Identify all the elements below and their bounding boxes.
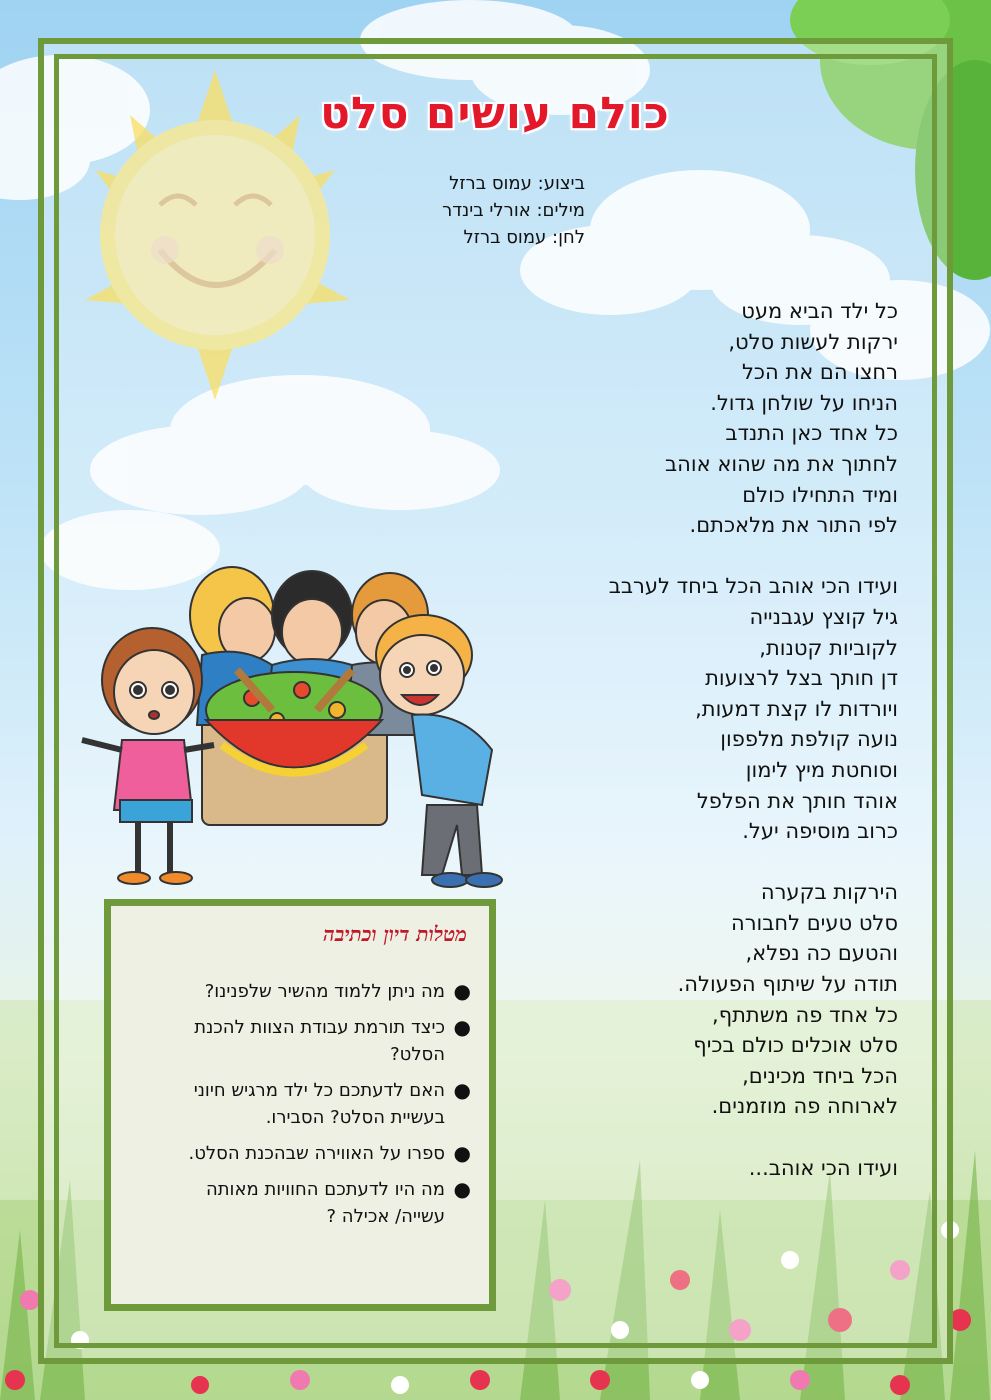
lyric-line: לארוחה פה מוזמנים. <box>711 1094 898 1119</box>
kids-salad-illustration <box>72 560 532 900</box>
question-text: ספרו על האווירה שבהכנת הסלט. <box>188 1143 445 1164</box>
question-text: מה ניתן ללמוד מהשיר שלפנינו? <box>204 981 445 1002</box>
lyric-line: רחצו הם את הכל <box>741 360 898 385</box>
lyric-line: דן חותך בצל לרצועות <box>705 666 898 691</box>
verse-2 <box>520 571 898 846</box>
lyric-line: כל אחד פה משתתף, <box>712 1002 898 1027</box>
question-text: כיצד תורמת עבודת הצוות להכנת <box>194 1017 445 1038</box>
question-list <box>135 978 475 1239</box>
list-item <box>135 1014 475 1068</box>
question-text: בעשיית הסלט? הסבירו. <box>265 1107 445 1128</box>
question-text: מה היו לדעתכם החוויות מאותה <box>205 1179 445 1200</box>
lyric-line: לחתוך את מה שהוא אוהב <box>665 451 898 476</box>
credit-lyrics: מילים: אורלי בינדר <box>442 200 585 221</box>
bullet-icon: ● <box>453 1141 471 1165</box>
lyric-line: ירקות לעשות סלט, <box>728 329 898 354</box>
lyric-line: ויורדות לו קצת דמעות, <box>695 696 898 721</box>
page-title: כולם עושים סלט <box>320 88 670 139</box>
lyric-line: סלט אוכלים כולם בכיף <box>693 1033 898 1058</box>
lyric-line: כל אחד כאן התנדב <box>725 421 898 446</box>
lyric-line: אוהד חותך את הפלפל <box>696 788 898 813</box>
list-item <box>135 1140 475 1167</box>
song-credits <box>380 170 585 251</box>
bullet-icon: ● <box>453 979 471 1003</box>
list-item <box>135 978 475 1005</box>
lyric-line: תודה על שיתוף הפעולה. <box>677 972 898 997</box>
discussion-title: מטלות דיון וכתיבה <box>323 922 467 946</box>
list-item <box>135 1077 475 1131</box>
chorus-reprise <box>520 1153 898 1184</box>
lyric-line: סלט טעים לחבורה <box>730 910 898 935</box>
question-text: הסלט? <box>390 1044 445 1065</box>
lyric-line: גיל קוצץ עגבנייה <box>749 604 898 629</box>
credit-performer: ביצוע: עמוס ברזל <box>449 173 585 194</box>
lyric-line: כרוב מוסיפה יעל. <box>742 819 898 844</box>
lyric-line: לקוביות קטנות, <box>759 635 898 660</box>
bullet-icon: ● <box>453 1015 471 1039</box>
bullet-icon: ● <box>453 1078 471 1102</box>
list-item <box>135 1176 475 1230</box>
lyric-line: ומיד התחילו כולם <box>742 482 898 507</box>
lyric-line: ועידו הכי אוהב... <box>748 1155 898 1180</box>
bullet-icon: ● <box>453 1177 471 1201</box>
verse-1 <box>520 296 898 541</box>
question-text: עשייה/ אכילה ? <box>326 1206 445 1227</box>
lyric-line: הכל ביחד מכינים, <box>742 1063 898 1088</box>
credit-composer: לחן: עמוס ברזל <box>463 227 585 248</box>
lyric-line: כל ילד הביא מעט <box>741 299 898 323</box>
discussion-box <box>104 899 496 1311</box>
question-text: האם לדעתכם כל ילד מרגיש חיוני <box>193 1080 445 1101</box>
lyric-line: ועידו הכי אוהב הכל ביחד לערבב <box>608 574 898 599</box>
song-lyrics <box>520 296 898 1183</box>
verse-3 <box>520 877 898 1122</box>
lyric-line: הניחו על שולחן גדול. <box>710 390 898 415</box>
lyric-line: לפי התור את מלאכתם. <box>689 513 898 538</box>
lyric-line: נועה קולפת מלפפון <box>720 727 898 752</box>
lyric-line: וסוחטת מיץ לימון <box>745 757 898 782</box>
lyric-line: והטעם כה נפלא, <box>745 941 898 966</box>
lyric-line: הירקות בקערה <box>760 880 898 905</box>
